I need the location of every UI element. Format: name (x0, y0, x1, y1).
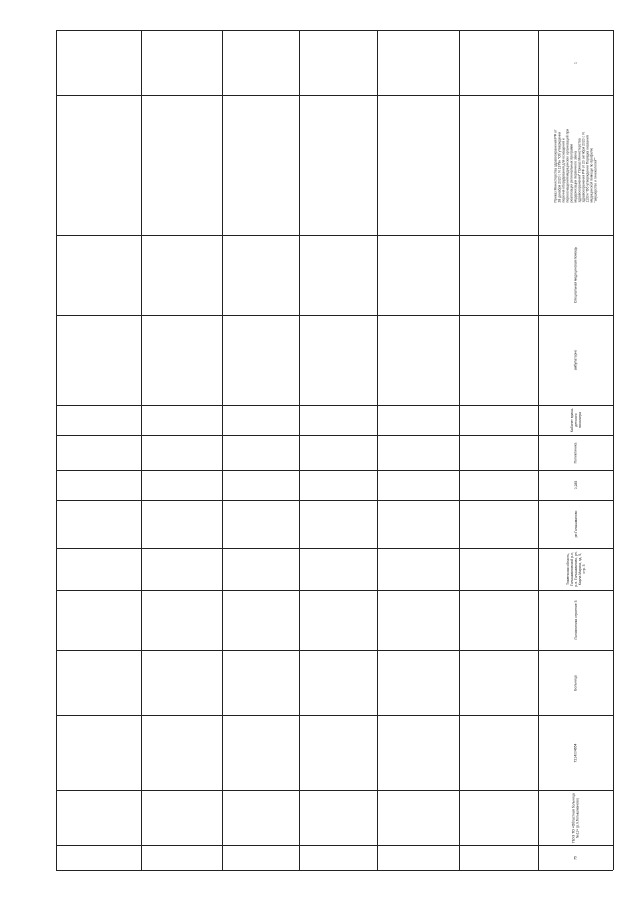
table-column-divider (56, 548, 613, 549)
table-cell-num (538, 845, 613, 870)
cell-text: 0,285 (573, 480, 578, 490)
table-row-divider (459, 30, 460, 870)
table-cell-type (538, 650, 613, 715)
table-column-divider (56, 870, 613, 871)
table-column-divider (56, 845, 613, 846)
table-column-divider (56, 235, 613, 236)
cell-text: 7214004654 (573, 743, 578, 762)
table-column-divider (56, 405, 613, 406)
table-column-divider (56, 30, 613, 31)
table-cell-division (538, 435, 613, 470)
table-column-divider (56, 790, 613, 791)
table-column-divider (56, 715, 613, 716)
table-row-divider (222, 30, 223, 870)
table-cell-value (538, 470, 613, 500)
cell-text: Кабинет врача-детского психиатра (569, 407, 582, 433)
table-cell-care-type (538, 235, 613, 315)
cell-text: ГБУЗ ТО «Областная больница №11» (р.п.Голышманово) (571, 792, 580, 843)
table-column-divider (56, 95, 613, 96)
cell-text: Поликлиника строение 5 (573, 600, 578, 640)
table-cell-org (538, 790, 613, 845)
table-cell-room (538, 405, 613, 435)
cell-text: рп Голышманово (573, 510, 578, 538)
table-row-divider (613, 30, 614, 870)
table-cell-inn (538, 715, 613, 790)
table-cell-settlement (538, 500, 613, 548)
table-column-divider (56, 315, 613, 316)
table-row-divider (56, 30, 57, 870)
cell-text: Специальная медицинская помощь (573, 246, 578, 304)
table-column-divider (56, 590, 613, 591)
cell-text: 75 (573, 855, 578, 860)
cell-text: Поликлиника (573, 442, 578, 463)
table-cell-address (538, 548, 613, 590)
table-row-divider (299, 30, 300, 870)
table-row-divider (377, 30, 378, 870)
cell-text: Приказ Министерства здравоохранения РФ от 28 декабря 2020 г. N 1379н "Об утверждении перечня оборудования для оснащения и переоснащения медицинских организаций при реализации региональных программ модернизации первичного звена здравоохранения" Приказ Министерства здравоохранения РФ от 20 октября 2020 г. N 1130н "Об утверждении Порядка оказания медицинской помощи по профилю "акушерство и гинекология"" (553, 128, 598, 203)
table-column-divider (56, 470, 613, 471)
table-cell-unit (538, 590, 613, 650)
cell-text: Тюменская область, Голышмановский р-н, р.п. Голышманово, ул. Карла Маркса, зд. 5, стр. 5 (565, 551, 586, 587)
table-column-divider (56, 650, 613, 651)
table-row-divider (141, 30, 142, 870)
table-column-divider (56, 435, 613, 436)
table-column-divider (56, 500, 613, 501)
cell-text: Больница (573, 674, 578, 691)
cell-text: амбулаторно (573, 349, 578, 371)
table-cell-qty (538, 30, 613, 95)
table-cell-basis (538, 95, 613, 235)
cell-text: 1 (573, 61, 578, 64)
table-cell-care-form (538, 315, 613, 405)
